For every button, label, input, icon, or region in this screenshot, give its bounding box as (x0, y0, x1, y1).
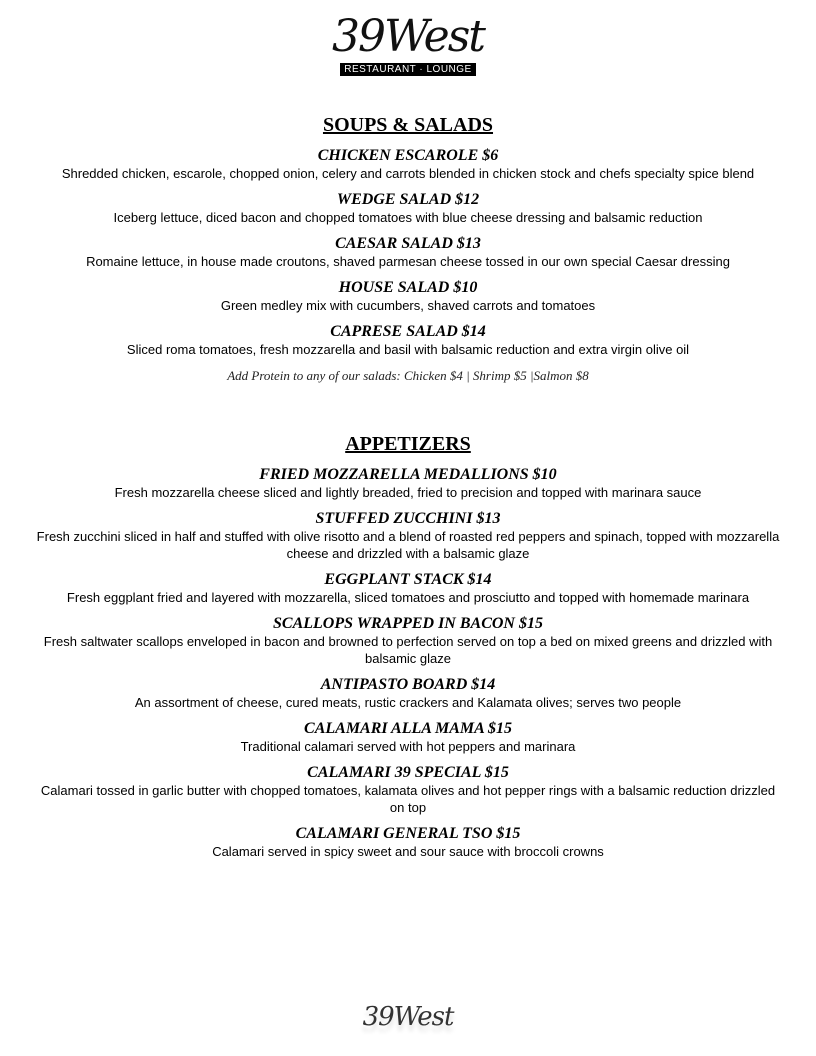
menu-item (0, 465, 816, 501)
menu-item-description: Romaine lettuce, in house made croutons, shaved parmesan cheese tossed in our own special Caesar dressing (86, 254, 730, 269)
menu-item-name: CALAMARI 39 SPECIAL $15 (307, 764, 509, 781)
menu-item-name: CALAMARI GENERAL TSO $15 (295, 825, 521, 842)
menu-item-description: Fresh saltwater scallops enveloped in bacon and browned to perfection served on top a bed on mixed greens and drizzled with balsamic glaze (43, 634, 773, 666)
menu-item (0, 234, 816, 270)
menu-item-description: Fresh zucchini sliced in half and stuffed with olive risotto and a blend of roasted red peppers and spinach, topped with mozzarella cheese and drizzled with a balsamic glaze (36, 529, 780, 561)
menu-item-description: Sliced roma tomatoes, fresh mozzarella and basil with balsamic reduction and extra virgin olive oil (126, 342, 690, 357)
section-title-soups-salads: SOUPS & SALADS (322, 114, 494, 136)
menu-item-name: STUFFED ZUCCHINI $13 (315, 510, 501, 527)
menu-item-description: Calamari served in spicy sweet and sour sauce with broccoli crowns (212, 844, 604, 859)
menu-item-name: CHICKEN ESCAROLE $6 (317, 147, 499, 164)
menu-item-name: CAESAR SALAD $13 (335, 235, 481, 252)
salad-protein-addon-note: Add Protein to any of our salads: Chicken $4 | Shrimp $5 |Salmon $8 (227, 368, 589, 383)
menu-item (0, 675, 816, 711)
menu-item (0, 824, 816, 860)
menu-item (0, 763, 816, 816)
menu-item (0, 278, 816, 314)
menu-item (0, 509, 816, 562)
menu-item-description: Calamari tossed in garlic butter with chopped tomatoes, kalamata olives and hot pepper rings with a balsamic reduction drizzled on top (40, 783, 776, 815)
menu-item (0, 614, 816, 667)
menu-item-name: WEDGE SALAD $12 (336, 191, 480, 208)
menu-item-name: EGGPLANT STACK $14 (324, 571, 492, 588)
menu-item (0, 570, 816, 606)
logo-wordmark: 39West (332, 11, 484, 62)
section-title-appetizers: APPETIZERS (345, 433, 471, 455)
menu-item (0, 146, 816, 182)
footer-logo: 39West (362, 1002, 454, 1032)
menu-item-name: CAPRESE SALAD $14 (330, 323, 486, 340)
logo-subtitle: RESTAURANT · LOUNGE (340, 63, 475, 76)
menu-item-name: FRIED MOZZARELLA MEDALLIONS $10 (259, 466, 557, 483)
menu-item-name: ANTIPASTO BOARD $14 (320, 676, 496, 693)
menu-item (0, 322, 816, 358)
menu-item-description: Fresh eggplant fried and layered with mozzarella, sliced tomatoes and prosciutto and topped with homemade marinara (66, 590, 750, 605)
appetizers-section (0, 431, 816, 860)
menu-item-name: HOUSE SALAD $10 (338, 279, 478, 296)
menu-item-name: SCALLOPS WRAPPED IN BACON $15 (273, 615, 543, 632)
soups-salads-section (0, 112, 816, 384)
menu-item-description: Traditional calamari served with hot peppers and marinara (240, 739, 576, 754)
menu-item-description: Shredded chicken, escarole, chopped onion, celery and carrots blended in chicken stock and chefs specialty spice blend (61, 166, 755, 181)
menu-item-description: Green medley mix with cucumbers, shaved carrots and tomatoes (220, 298, 596, 313)
menu-item-name: CALAMARI ALLA MAMA $15 (304, 720, 512, 737)
menu-item-description: Iceberg lettuce, diced bacon and chopped tomatoes with blue cheese dressing and balsamic reduction (113, 210, 703, 225)
menu-item (0, 190, 816, 226)
menu-item (0, 719, 816, 755)
menu-item-description: Fresh mozzarella cheese sliced and lightly breaded, fried to precision and topped with marinara sauce (114, 485, 702, 500)
menu-item-description: An assortment of cheese, cured meats, rustic crackers and Kalamata olives; serves two people (134, 695, 682, 710)
restaurant-logo (0, 12, 816, 76)
